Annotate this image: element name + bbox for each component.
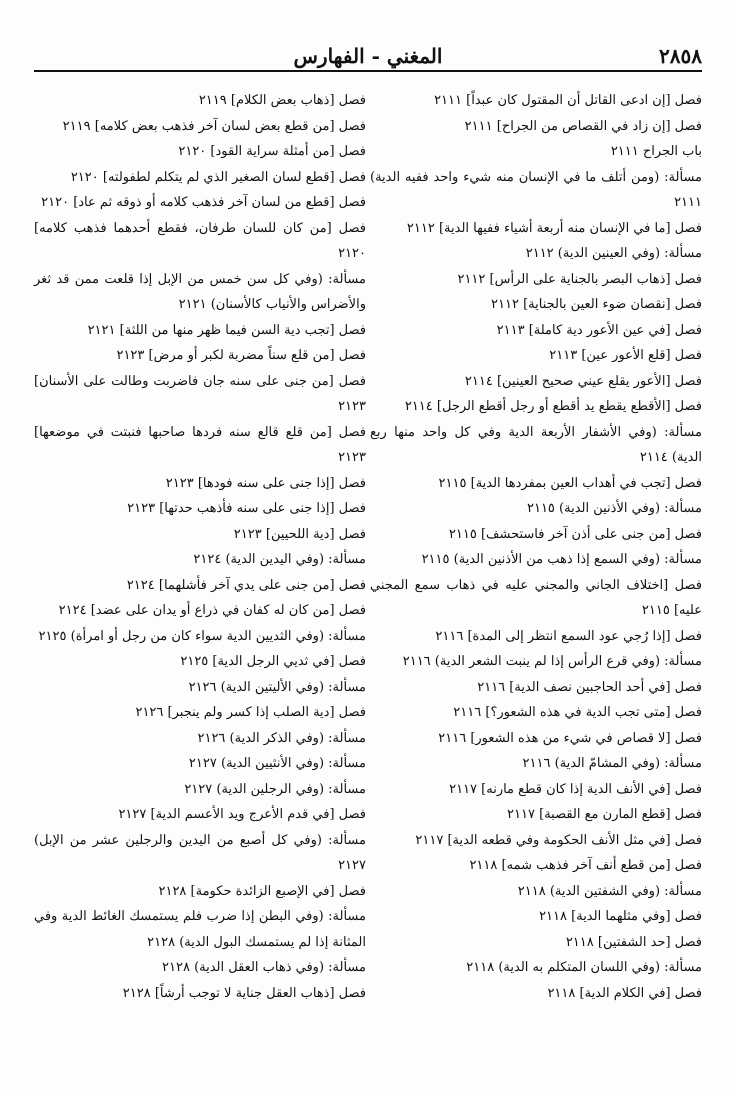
index-entry: فصل [إن زاد في القصاص من الجراح] ٢١١١	[464, 118, 702, 134]
index-entry: فصل [حد الشفتين] ٢١١٨	[565, 934, 702, 950]
index-entry: فصل [من قطع أنف آخر فذهب شمه] ٢١١٨	[469, 858, 702, 873]
index-entry: فصل [من جنى على أذن آخر فاستحشف] ٢١١٥	[448, 526, 702, 542]
index-entry: مسألة: (وفي المشامّ الدية) ٢١١٦	[522, 756, 702, 771]
index-entry: مسألة: (وفي اللسان المتكلم به الدية) ٢١١٨	[466, 960, 702, 975]
index-entry: فصل [إن ادعى القاتل أن المقتول كان عبداً] ٢١١١	[434, 93, 702, 108]
index-entry: مسألة: (وفي الأنثيين الدية) ٢١٢٧	[188, 756, 366, 771]
index-entry: مسألة: (وفي الذكر الدية) ٢١٢٦	[197, 730, 366, 746]
index-entry: فصل [قطع المارن مع القصبة] ٢١١٧	[507, 807, 702, 822]
running-title: المغني - الفهارس	[293, 44, 443, 68]
index-entry: فصل [قطع لسان الصغير الذي لم يتكلم لطفولته] ٢١٢٠	[70, 169, 366, 185]
index-entry: فصل [في مثل الأنف الحكومة وفي قطعه الدية] ٢١١٧	[415, 832, 702, 848]
index-entry: مسألة: (وفي الأذنين الدية) ٢١١٥	[526, 501, 702, 516]
index-entry: فصل [ذهاب العقل جناية لا توجب أرشاً] ٢١٢٨	[122, 985, 366, 1001]
index-entry: فصل [إذا جنى على سنه فودها] ٢١٢٣	[165, 475, 366, 491]
index-entry: باب الجراح ٢١١١	[610, 144, 702, 159]
index-entry: مسألة: (ومن أتلف ما في الإنسان منه شيء واحد ففيه الدية) ٢١١١	[370, 169, 702, 210]
index-entry: فصل [في أحد الحاجبين نصف الدية] ٢١١٦	[477, 679, 702, 695]
index-entry: فصل [من أمثلة سراية القود] ٢١٢٠	[178, 144, 366, 159]
index-entry: فصل [تجب في أهداب العين بمفردها الدية] ٢١١٥	[438, 475, 702, 491]
index-entry: مسألة: (وفي الثديين الدية سواء كان من رجل أو امرأة) ٢١٢٥	[38, 628, 366, 644]
index-entry: فصل [في قدم الأعرج ويد الأعسم الدية] ٢١٢٧	[118, 807, 366, 822]
index-entry: فصل [من جنى على سنه جان فاضربت وطالت على الأسنان] ٢١٢٣	[34, 373, 366, 414]
index-entry: فصل [في عين الأعور دية كاملة] ٢١١٣	[496, 322, 702, 338]
index-entry: فصل [الأعور يقلع عيني صحيح العينين] ٢١١٤	[464, 373, 702, 389]
index-entry: فصل [من قلع سناً مضربة لكبر أو مرض] ٢١٢٣	[116, 348, 366, 363]
index-entry: مسألة: (وفي اليدين الدية) ٢١٢٤	[193, 552, 366, 567]
index-entry: فصل [دية الصلب إذا كسر ولم ينجبر] ٢١٢٦	[135, 705, 366, 720]
index-entry: فصل [ذهاب البصر بالجناية على الرأس] ٢١١٢	[457, 271, 702, 287]
page-number: ٢٨٥٨	[659, 44, 702, 68]
index-entry: مسألة: (وفي قرع الرأس إذا لم ينبت الشعر الدية) ٢١١٦	[402, 654, 702, 669]
index-entry: مسألة: (وفي السمع إذا ذهب من الأذنين الدية) ٢١١٥	[421, 552, 702, 567]
index-entry: فصل [نقصان ضوء العين بالجناية] ٢١١٢	[491, 297, 702, 312]
index-entry: مسألة: (وفي الرجلين الدية) ٢١٢٧	[184, 781, 366, 797]
index-entry: فصل [في الأنف الدية إذا كان قطع مارنه] ٢١١٧	[449, 781, 702, 797]
index-entry: فصل [دية اللحيين] ٢١٢٣	[233, 526, 366, 542]
index-entry: فصل [اختلاف الجاني والمجني عليه في ذهاب سمع المجني عليه] ٢١١٥	[370, 577, 702, 618]
index-entry: فصل [من جنى على يدي آخر فأشلهما] ٢١٢٤	[126, 577, 366, 593]
index-entry: فصل [قلع الأعور عين] ٢١١٣	[549, 348, 702, 363]
index-entry: فصل [من قلع قالع سنه فردها صاحبها فنبتت في موضعها] ٢١٢٣	[34, 424, 366, 465]
index-column-left	[34, 88, 366, 1006]
index-entry: مسألة: (وفي كل سن خمس من الإبل إذا قلعت ممن قد ثغر والأضراس والأنياب كالأسنان) ٢١٢١	[34, 271, 366, 312]
index-entry: فصل [في الإصبع الزائدة حكومة] ٢١٢٨	[158, 883, 366, 899]
index-entry: فصل [ذهاب بعض الكلام] ٢١١٩	[198, 93, 366, 108]
index-entry: مسألة: (وفي الشفتين الدية) ٢١١٨	[517, 883, 702, 899]
index-entry: فصل [متى تجب الدية في هذه الشعور؟] ٢١١٦	[453, 705, 702, 720]
index-entry: مسألة: (وفي كل أصبع من اليدين والرجلين عشر من الإبل) ٢١٢٧	[34, 832, 366, 873]
index-entry: مسألة: (وفي الأشفار الأربعة الدية وفي كل واحد منها ربع الدية) ٢١١٤	[370, 424, 702, 465]
index-entry: مسألة: (وفي ذهاب العقل الدية) ٢١٢٨	[162, 960, 366, 975]
index-entry: فصل [من كان للسان طرفان، فقطع أحدهما فذهب كلامه] ٢١٢٠	[34, 220, 366, 261]
page-header	[34, 42, 702, 72]
index-entry: فصل [لا قصاص في شيء من هذه الشعور] ٢١١٦	[438, 730, 702, 746]
index-entry: فصل [من كان له كفان في ذراع أو يدان على عضد] ٢١٢٤	[58, 603, 366, 618]
index-entry: مسألة: (وفي العينين الدية) ٢١١٢	[525, 246, 702, 261]
index-entry: فصل [من قطع بعض لسان آخر فذهب بعض كلامه] ٢١١٩	[62, 118, 366, 134]
index-entry: مسألة: (وفي البطن إذا ضرب فلم يستمسك الغائط الدية وفي المثانة إذا لم يستمسك البول الدية) ٢١٢٨	[34, 909, 366, 950]
index-entry: مسألة: (وفي الأليتين الدية) ٢١٢٦	[188, 679, 366, 695]
index-entry: فصل [ما في الإنسان منه أربعة أشياء ففيها الدية] ٢١١٢	[406, 220, 702, 236]
index-entry: فصل [قطع من لسان آخر فذهب كلامه أو ذوقه ثم عاد] ٢١٢٠	[41, 195, 366, 210]
index-entry: فصل [تجب دية السن فيما ظهر منها من اللثة] ٢١٢١	[87, 322, 366, 338]
index-entry: فصل [وفي مثلهما الدية] ٢١١٨	[539, 909, 702, 924]
index-entry: فصل [الأقطع يقطع يد أقطع أو رجل أقطع الرجل] ٢١١٤	[404, 399, 702, 414]
index-entry: فصل [في الكلام الدية] ٢١١٨	[547, 985, 702, 1001]
index-entry: فصل [في ثديي الرجل الدية] ٢١٢٥	[180, 654, 366, 669]
index-entry: فصل [إذا جنى على سنه فأذهب حدتها] ٢١٢٣	[127, 501, 366, 516]
index-entry: فصل [إذا رُجي عود السمع انتظر إلى المدة] ٢١١٦	[435, 628, 702, 644]
index-column-right	[370, 88, 702, 1006]
